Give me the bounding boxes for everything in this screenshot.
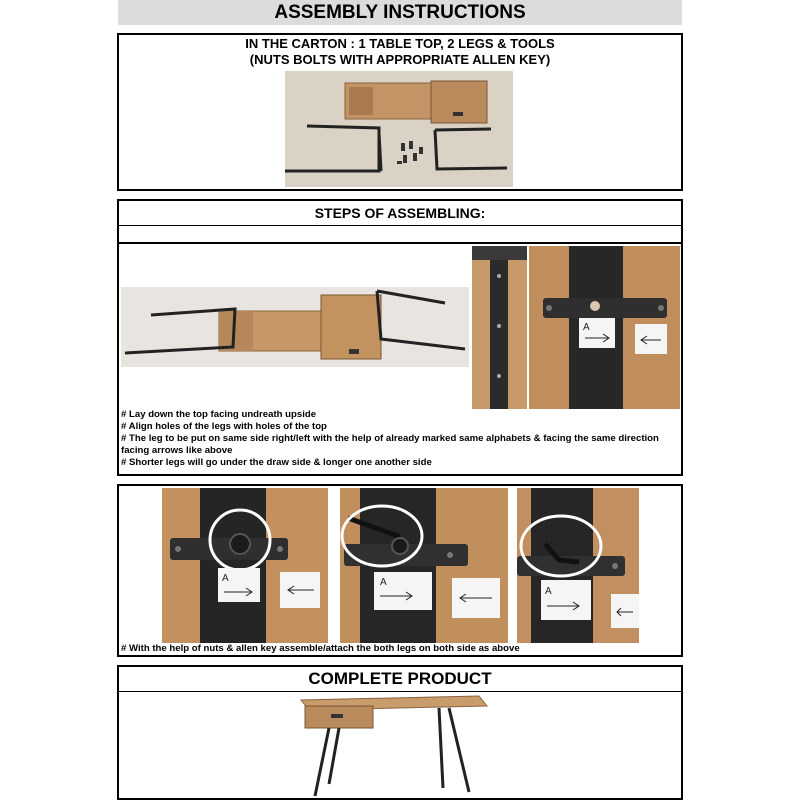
carton-contents-title: IN THE CARTON : 1 TABLE TOP, 2 LEGS & TOOLS: [245, 36, 555, 51]
complete-product-title: COMPLETE PRODUCT: [119, 667, 681, 692]
step-note-1: # Lay down the top facing undreath upside: [121, 409, 317, 420]
nut-placement-photo: [162, 488, 328, 643]
carton-section: [117, 33, 683, 191]
step-note-4: facing arrows like above: [121, 445, 233, 456]
direction-marker-photo: [611, 594, 639, 628]
carton-contents-photo: [285, 71, 513, 187]
assembly-note: # With the help of nuts & allen key assemble/attach the both legs on both side as above: [121, 643, 520, 654]
marker-letter: A: [583, 322, 590, 333]
alignment-markers-photo: [529, 246, 680, 409]
carton-hardware-note: (NUTS BOLTS WITH APPROPRIATE ALLEN KEY): [249, 52, 551, 67]
page-title: ASSEMBLY INSTRUCTIONS: [118, 0, 682, 25]
marker-letter-1: A: [222, 573, 229, 584]
marker-letter-2: A: [380, 577, 387, 588]
allen-key-tightening-photo: [340, 488, 508, 643]
step-note-2: # Align holes of the legs with holes of the top: [121, 421, 327, 432]
steps-section: [117, 243, 683, 476]
complete-product-section: [117, 665, 683, 800]
steps-header: [117, 199, 683, 244]
steps-title: STEPS OF ASSEMBLING:: [119, 201, 681, 226]
table-top-upside-down-photo: [121, 287, 469, 367]
step-note-3: # The leg to be put on same side right/left with the help of already marked same alphabets & facing the same direction: [121, 433, 659, 444]
complete-product-photo: [299, 692, 489, 798]
leg-bracket-photo: [472, 246, 527, 409]
step-note-5: # Shorter legs will go under the draw side & longer one another side: [121, 457, 432, 468]
marker-letter-3: A: [545, 586, 552, 597]
assembly-section: [117, 484, 683, 657]
